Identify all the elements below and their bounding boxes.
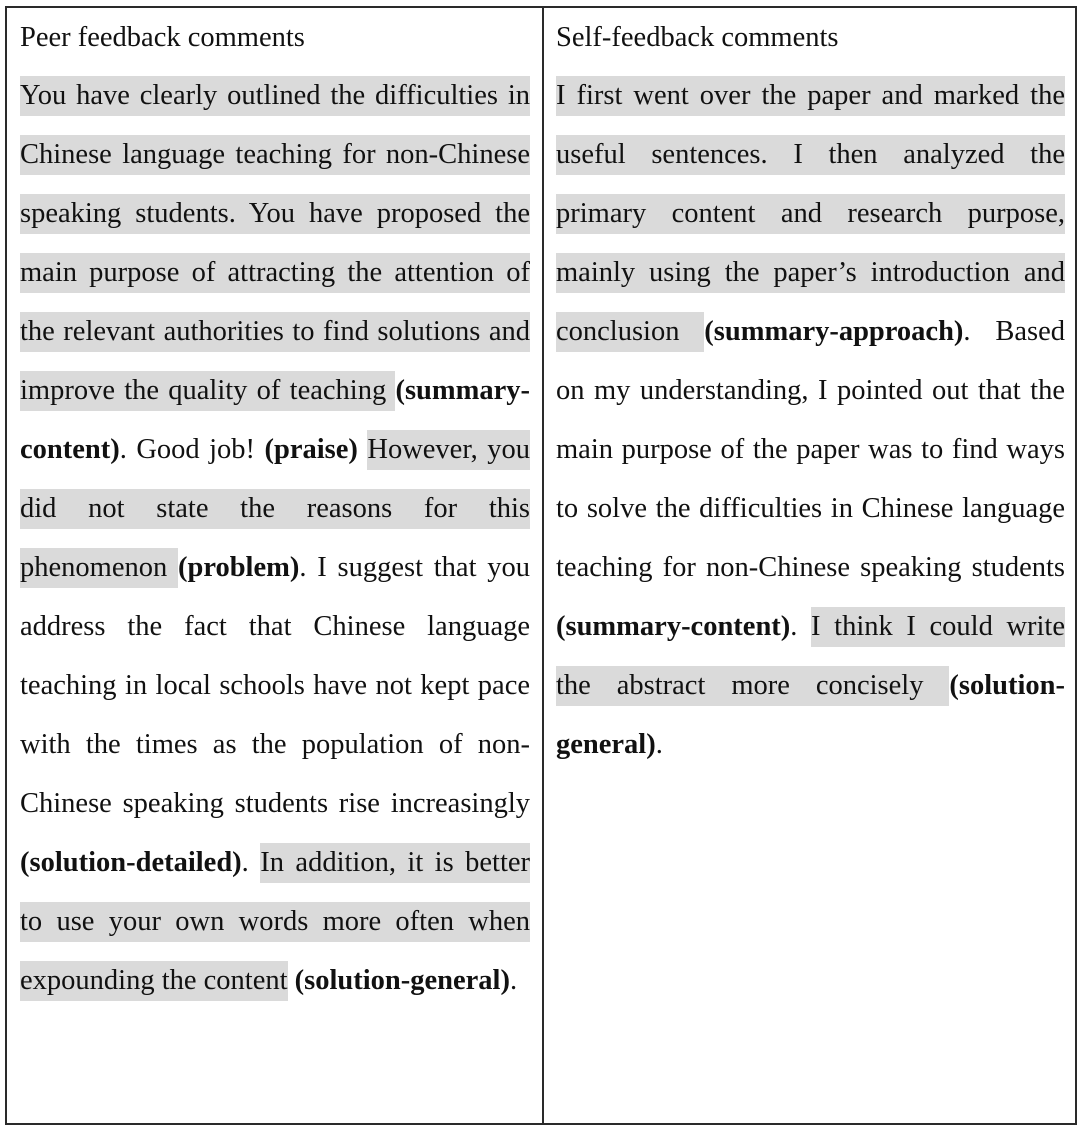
peer-problem-text: However, you did not state the reasons for this phenomenon (20, 434, 531, 583)
feedback-table (5, 6, 1077, 1125)
self-feedback-column (544, 8, 1075, 1123)
self-feedback-text (556, 66, 1065, 774)
self-solution-text: I think I could write the abstract more concisely (556, 611, 1066, 701)
code-label: (solution-general) (294, 965, 510, 996)
code-label: (solution-general) (556, 670, 1066, 760)
peer-suggestion-text: . I suggest that you address the fact that Chinese language teaching in local schools have not kept pace with the times as the population of non-Chinese speaking students rise increasingly (20, 552, 531, 819)
self-approach-text: I first went over the paper and marked the useful sentences. I then analyzed the primary content and research purpose, mainly using the paper’s introduction and conclusion (556, 80, 1065, 347)
code-label: (solution-detailed) (20, 847, 242, 878)
peer-solution-text: In addition, it is better to use your own words more often when expounding the content (20, 847, 531, 996)
self-feedback-heading: Self-feedback comments (556, 22, 839, 53)
highlight-approach (556, 76, 1065, 352)
self-punctuation: . (790, 611, 812, 642)
code-label: (praise) (264, 434, 358, 465)
code-label: (problem) (177, 552, 300, 583)
code-label: (summary-content) (556, 611, 791, 642)
self-punctuation: . (655, 729, 663, 760)
peer-punctuation: . (509, 965, 518, 996)
peer-feedback-text (20, 66, 530, 1010)
self-content-text: . Based on my understanding, I pointed out that the main purpose of the paper was to find ways to solve the difficulties in Chinese language teaching for non-Chinese speaking students (556, 316, 1065, 583)
highlight-summary (20, 76, 530, 411)
peer-feedback-column (7, 8, 544, 1123)
code-label: (summary-approach) (704, 316, 964, 347)
code-label: (summary-content) (20, 375, 531, 465)
peer-praise-text: . Good job! (119, 434, 265, 465)
peer-summary-text: You have clearly outlined the difficulties in Chinese language teaching for non-Chinese speaking students. You have proposed the main purpose of attracting the attention of the relevant authorities to find solutions and improve the quality of teaching (20, 80, 530, 406)
peer-feedback-heading: Peer feedback comments (20, 22, 305, 53)
peer-punctuation: . (241, 847, 261, 878)
